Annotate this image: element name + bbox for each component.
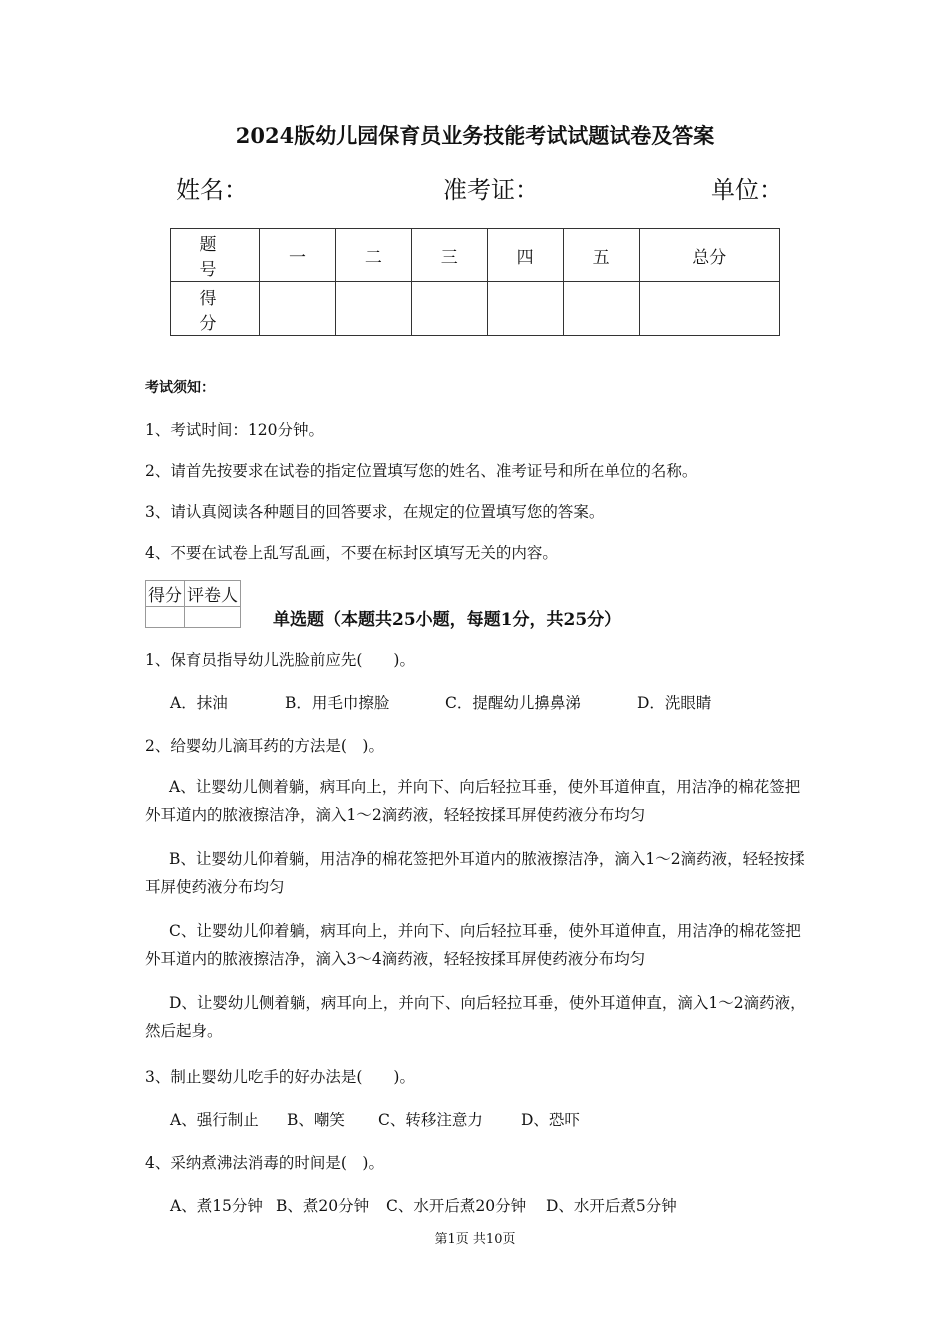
question-1-option-d: D．洗眼睛: [637, 694, 712, 712]
score-cell[interactable]: [260, 282, 336, 336]
question-1-option-a: A．抹油: [170, 694, 228, 712]
score-cell[interactable]: [335, 282, 411, 336]
question-2-option-b: B、让婴幼儿仰着躺，用洁净的棉花签把外耳道内的脓液擦洁净，滴入1～2滴药液，轻轻按揉耳屏使药液分布均匀: [145, 850, 805, 896]
grader-box: [145, 580, 241, 628]
question-1-option-c: C．提醒幼儿擤鼻涕: [445, 694, 581, 712]
name-label: 姓名：: [176, 176, 248, 204]
question-3-option-d: D、恐吓: [521, 1111, 580, 1129]
score-table-header-row: [171, 229, 780, 282]
section-2-header: 二: [335, 229, 411, 282]
section-3-header: 三: [411, 229, 487, 282]
question-2-option-a: A、让婴幼儿侧着躺，病耳向上，并向下、向后轻拉耳垂，使外耳道伸直，用洁净的棉花签把外耳道内的脓液擦洁净，滴入1～2滴药液，轻轻按揉耳屏使药液分布均匀: [145, 778, 801, 824]
question-3-stem: 3、制止婴幼儿吃手的好办法是( )。: [145, 1068, 415, 1086]
question-4-stem: 4、采纳煮沸法消毒的时间是( )。: [145, 1154, 384, 1172]
notice-item: 2、请首先按要求在试卷的指定位置填写您的姓名、准考证号和所在单位的名称。: [145, 462, 698, 480]
question-1-option-b: B．用毛巾擦脸: [285, 694, 390, 712]
score-cell[interactable]: [411, 282, 487, 336]
unit-label: 单位：: [711, 176, 783, 204]
grader-reviewer-cell[interactable]: [185, 607, 241, 628]
question-2-option-c: C、让婴幼儿仰着躺，病耳向上，并向下、向后轻拉耳垂，使外耳道伸直，用洁净的棉花签把外耳道内的脓液擦洁净，滴入3～4滴药液，轻轻按揉耳屏使药液分布均匀: [145, 922, 801, 968]
exam-number-label: 准考证：: [443, 176, 539, 204]
page-title: 2024版幼儿园保育员业务技能考试试题试卷及答案: [235, 123, 715, 148]
question-number-header: 题 号: [171, 229, 260, 282]
grader-reviewer-label: 评卷人: [185, 581, 241, 607]
section-4-header: 四: [487, 229, 563, 282]
question-4-option-b: B、煮20分钟: [276, 1197, 370, 1215]
notice-heading: 考试须知：: [145, 380, 215, 396]
notice-item: 4、不要在试卷上乱写乱画，不要在标封区填写无关的内容。: [145, 544, 558, 562]
question-3-option-b: B、嘲笑: [287, 1111, 345, 1129]
question-1-stem: 1、保育员指导幼儿洗脸前应先( )。: [145, 651, 415, 669]
score-table: [170, 228, 780, 336]
question-2-stem: 2、给婴幼儿滴耳药的方法是( )。: [145, 737, 384, 755]
section-title: 单选题（本题共25小题，每题1分，共25分）: [273, 610, 622, 630]
score-cell[interactable]: [487, 282, 563, 336]
question-4-option-d: D、水开后煮5分钟: [546, 1197, 677, 1215]
grader-score-label: 得分: [146, 581, 185, 607]
notice-item: 3、请认真阅读各种题目的回答要求，在规定的位置填写您的答案。: [145, 503, 605, 521]
section-5-header: 五: [563, 229, 639, 282]
question-3-option-c: C、转移注意力: [378, 1111, 483, 1129]
question-4-option-c: C、水开后煮20分钟: [386, 1197, 527, 1215]
notice-item: 1、考试时间：120分钟。: [145, 421, 324, 439]
score-cell[interactable]: [563, 282, 639, 336]
score-table-score-row: [171, 282, 780, 336]
score-row-label: 得 分: [171, 282, 260, 336]
section-1-header: 一: [260, 229, 336, 282]
grader-score-cell[interactable]: [146, 607, 185, 628]
score-cell[interactable]: [639, 282, 779, 336]
question-2-option-d: D、让婴幼儿侧着躺，病耳向上，并向下、向后轻拉耳垂，使外耳道伸直，滴入1～2滴药液，然后起身。: [145, 994, 806, 1040]
question-4-option-a: A、煮15分钟: [170, 1197, 263, 1215]
question-3-option-a: A、强行制止: [170, 1111, 259, 1129]
total-header: 总分: [639, 229, 779, 282]
page-footer: 第1页 共10页: [434, 1232, 516, 1247]
